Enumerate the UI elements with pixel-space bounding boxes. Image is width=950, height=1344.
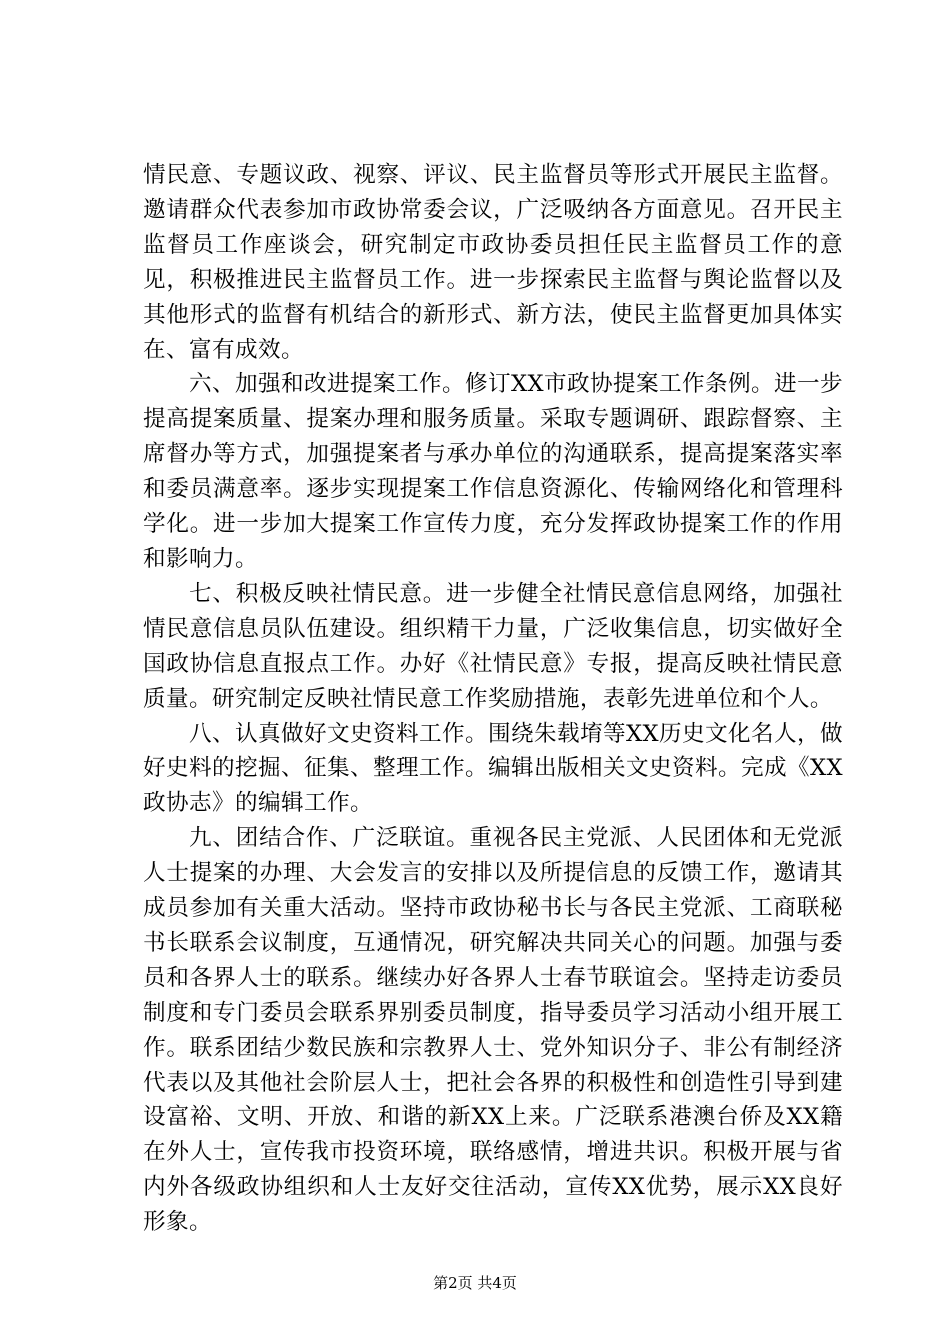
document-body: [143, 158, 843, 1240]
paragraph-continuation: 情民意、专题议政、视察、评议、民主监督员等形式开展民主监督。邀请群众代表参加市政协常委会议，广泛吸纳各方面意见。召开民主监督员工作座谈会，研究制定市政协委员担任民主监督员工作的意见，积极推进民主监督员工作。进一步探索民主监督与舆论监督以及其他形式的监督有机结合的新形式、新方法，使民主监督更加具体实在、富有成效。: [143, 162, 843, 363]
paragraph-history-materials: 八、认真做好文史资料工作。围绕朱载堉等XX历史文化名人，做好史料的挖掘、征集、整理工作。编辑出版相关文史资料。完成《XX政协志》的编辑工作。: [143, 720, 843, 817]
paragraph-unity-cooperation: 九、团结合作、广泛联谊。重视各民主党派、人民团体和无党派人士提案的办理、大会发言的安排以及所提信息的反馈工作，邀请其成员参加有关重大活动。坚持市政协秘书长与各民主党派、工商联秘书长联系会议制度，互通情况，研究解决共同关心的问题。加强与委员和各界人士的联系。继续办好各界人士春节联谊会。坚持走访委员制度和专门委员会联系界别委员制度，指导委员学习活动小组开展工作。联系团结少数民族和宗教界人士、党外知识分子、非公有制经济代表以及其他社会阶层人士，把社会各界的积极性和创造性引导到建设富裕、文明、开放、和谐的新XX上来。广泛联系港澳台侨及XX籍在外人士，宣传我市投资环境，联络感情，增进共识。积极开展与省内外各级政协组织和人士友好交往活动，宣传XX优势，展示XX良好形象。: [143, 825, 843, 1236]
paragraph-public-opinion: 七、积极反映社情民意。进一步健全社情民意信息网络，加强社情民意信息员队伍建设。组织精干力量，广泛收集信息，切实做好全国政协信息直报点工作。办好《社情民意》专报，提高反映社情民意质量。研究制定反映社情民意工作奖励措施，表彰先进单位和个人。: [143, 580, 843, 712]
page-number-footer: 第2页 共4页: [433, 1274, 517, 1292]
paragraph-proposal-work: 六、加强和改进提案工作。修订XX市政协提案工作条例。进一步提高提案质量、提案办理和服务质量。采取专题调研、跟踪督察、主席督办等方式，加强提案者与承办单位的沟通联系，提高提案落实率和委员满意率。逐步实现提案工作信息资源化、传输网络化和管理科学化。进一步加大提案工作宣传力度，充分发挥政协提案工作的作用和影响力。: [143, 371, 843, 572]
